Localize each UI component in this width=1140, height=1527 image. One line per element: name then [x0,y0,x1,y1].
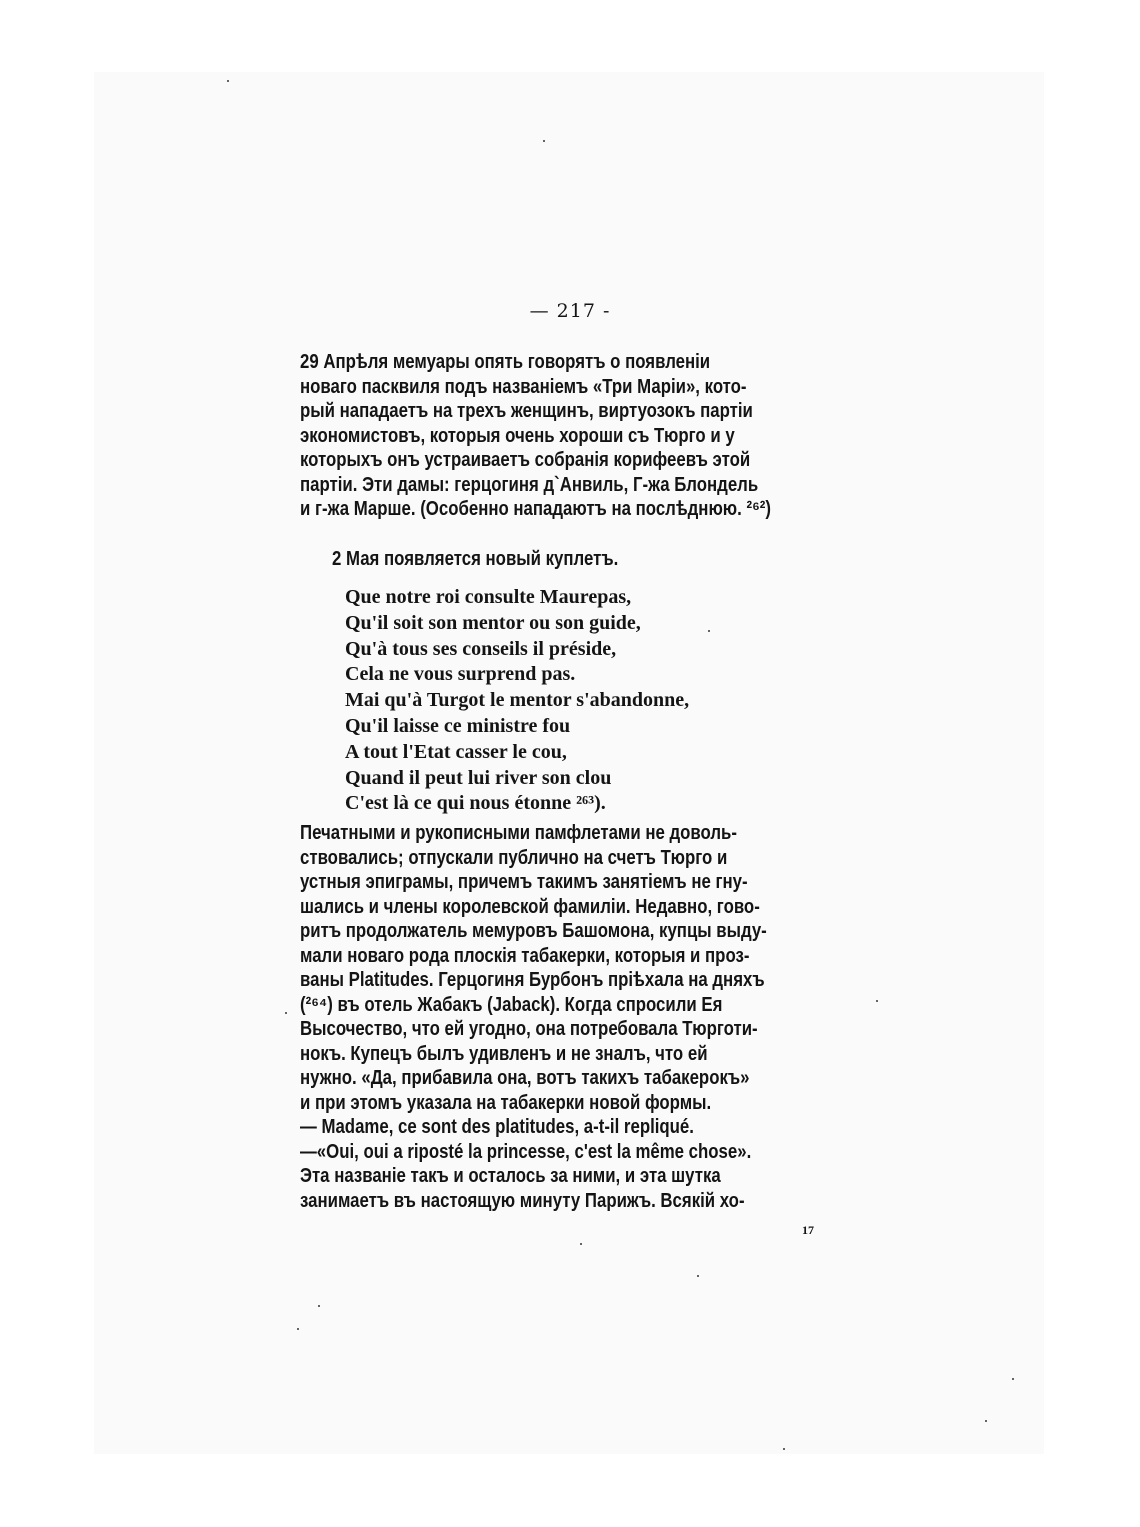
text-line: шались и члены королевской фамиліи. Недавно, гово- [300,895,760,918]
text-line: — Madame, ce sont des platitudes, a-t-il repliqué. [300,1116,694,1138]
text-line: устныя эпиграмы, причемъ такимъ занятіемъ не гну- [300,871,748,893]
text-line: Эта названіе такъ и осталось за ними, и эта шутка [300,1165,721,1187]
signature-mark: 17 [802,1223,814,1237]
text-line: новаго пасквиля подъ названіемъ «Три Маріи», кото- [300,375,747,398]
text-line: ствовались; отпускали публично на счетъ Тюрго и [300,846,728,869]
verse-line: Que notre roi consulte Maurepas, [345,586,632,608]
text-line: нокъ. Купецъ былъ удивленъ и не зналъ, что ей [300,1042,708,1065]
scan-speck [227,80,229,82]
text-line: экономистовъ, которыя очень хороши съ Тюрго и у [300,424,735,447]
text-line: мали новаго рода плоскія табакерки, которыя и проз- [300,944,750,967]
text-line: партіи. Эти дамы: герцогиня д`Анвиль, Г-жа Блондель [300,473,759,496]
scan-speck [580,1243,582,1245]
scan-speck [985,1420,987,1422]
paragraph-pamphlets [300,821,850,1213]
text-line: занимаетъ въ настоящую минуту Парижъ. Всякій хо- [300,1189,745,1212]
scan-speck [543,140,545,142]
french-couplet [345,585,689,817]
scan-speck [285,1012,287,1014]
text-line: —«Oui, oui a riposté la princesse, c'est la même chose». [300,1140,752,1163]
text-line: и при этомъ указала на табакерки новой формы. [300,1091,712,1114]
text-line: 29 Апрѣля мемуары опять говорятъ о появленіи [300,351,711,373]
verse-line: Quand il peut lui river son clou [345,766,612,789]
scan-speck [876,1000,878,1002]
scan-speck [783,1448,785,1450]
verse-line: Qu'à tous ses conseils il préside, [345,637,617,660]
verse-line: Qu'il laisse ce ministre fou [345,714,571,737]
scan-speck [708,630,710,632]
scan-speck [318,1305,320,1307]
text-line: рый нападаетъ на трехъ женщинъ, виртуозокъ партіи [300,400,753,422]
paragraph-couplet-intro [332,547,870,572]
text-line: ваны Platitudes. Герцогиня Бурбонъ пріѣхала на дняхъ [300,969,765,991]
text-line: Высочество, что ей угодно, она потребовала Тюрготи- [300,1018,758,1040]
scan-speck [1012,1378,1014,1380]
text-line: нужно. «Да, прибавила она, вотъ такихъ табакерокъ» [300,1067,750,1089]
verse-line: A tout l'Etat casser le cou, [345,740,567,763]
text-line: (²⁶⁴) въ отель Жабакъ (Jaback). Когда спросили Ея [300,993,723,1016]
page-number: — 217 - [529,300,611,322]
text-line: ритъ продолжатель мемуровъ Башомона, купцы выду- [300,920,767,942]
verse-line: Mai qu'à Turgot le mentor s'abandonne, [345,689,690,712]
text-line: Печатными и рукописными памфлетами не доволь- [300,822,737,844]
scan-speck [697,1275,699,1277]
text-line: и г-жа Марше. (Особенно нападаютъ на послѣднюю. ²⁶²) [300,498,772,520]
paragraph-memoirs [300,350,850,522]
scan-speck [297,1328,299,1330]
verse-line: C'est là ce qui nous étonne ²⁶³). [345,792,606,815]
text-line: которыхъ онъ устраиваетъ собранія корифеевъ этой [300,449,751,471]
verse-line: Cela ne vous surprend pas. [345,663,576,686]
text-line: 2 Мая появляется новый куплетъ. [332,548,619,570]
verse-line: Qu'il soit son mentor ou son guide, [345,611,641,634]
